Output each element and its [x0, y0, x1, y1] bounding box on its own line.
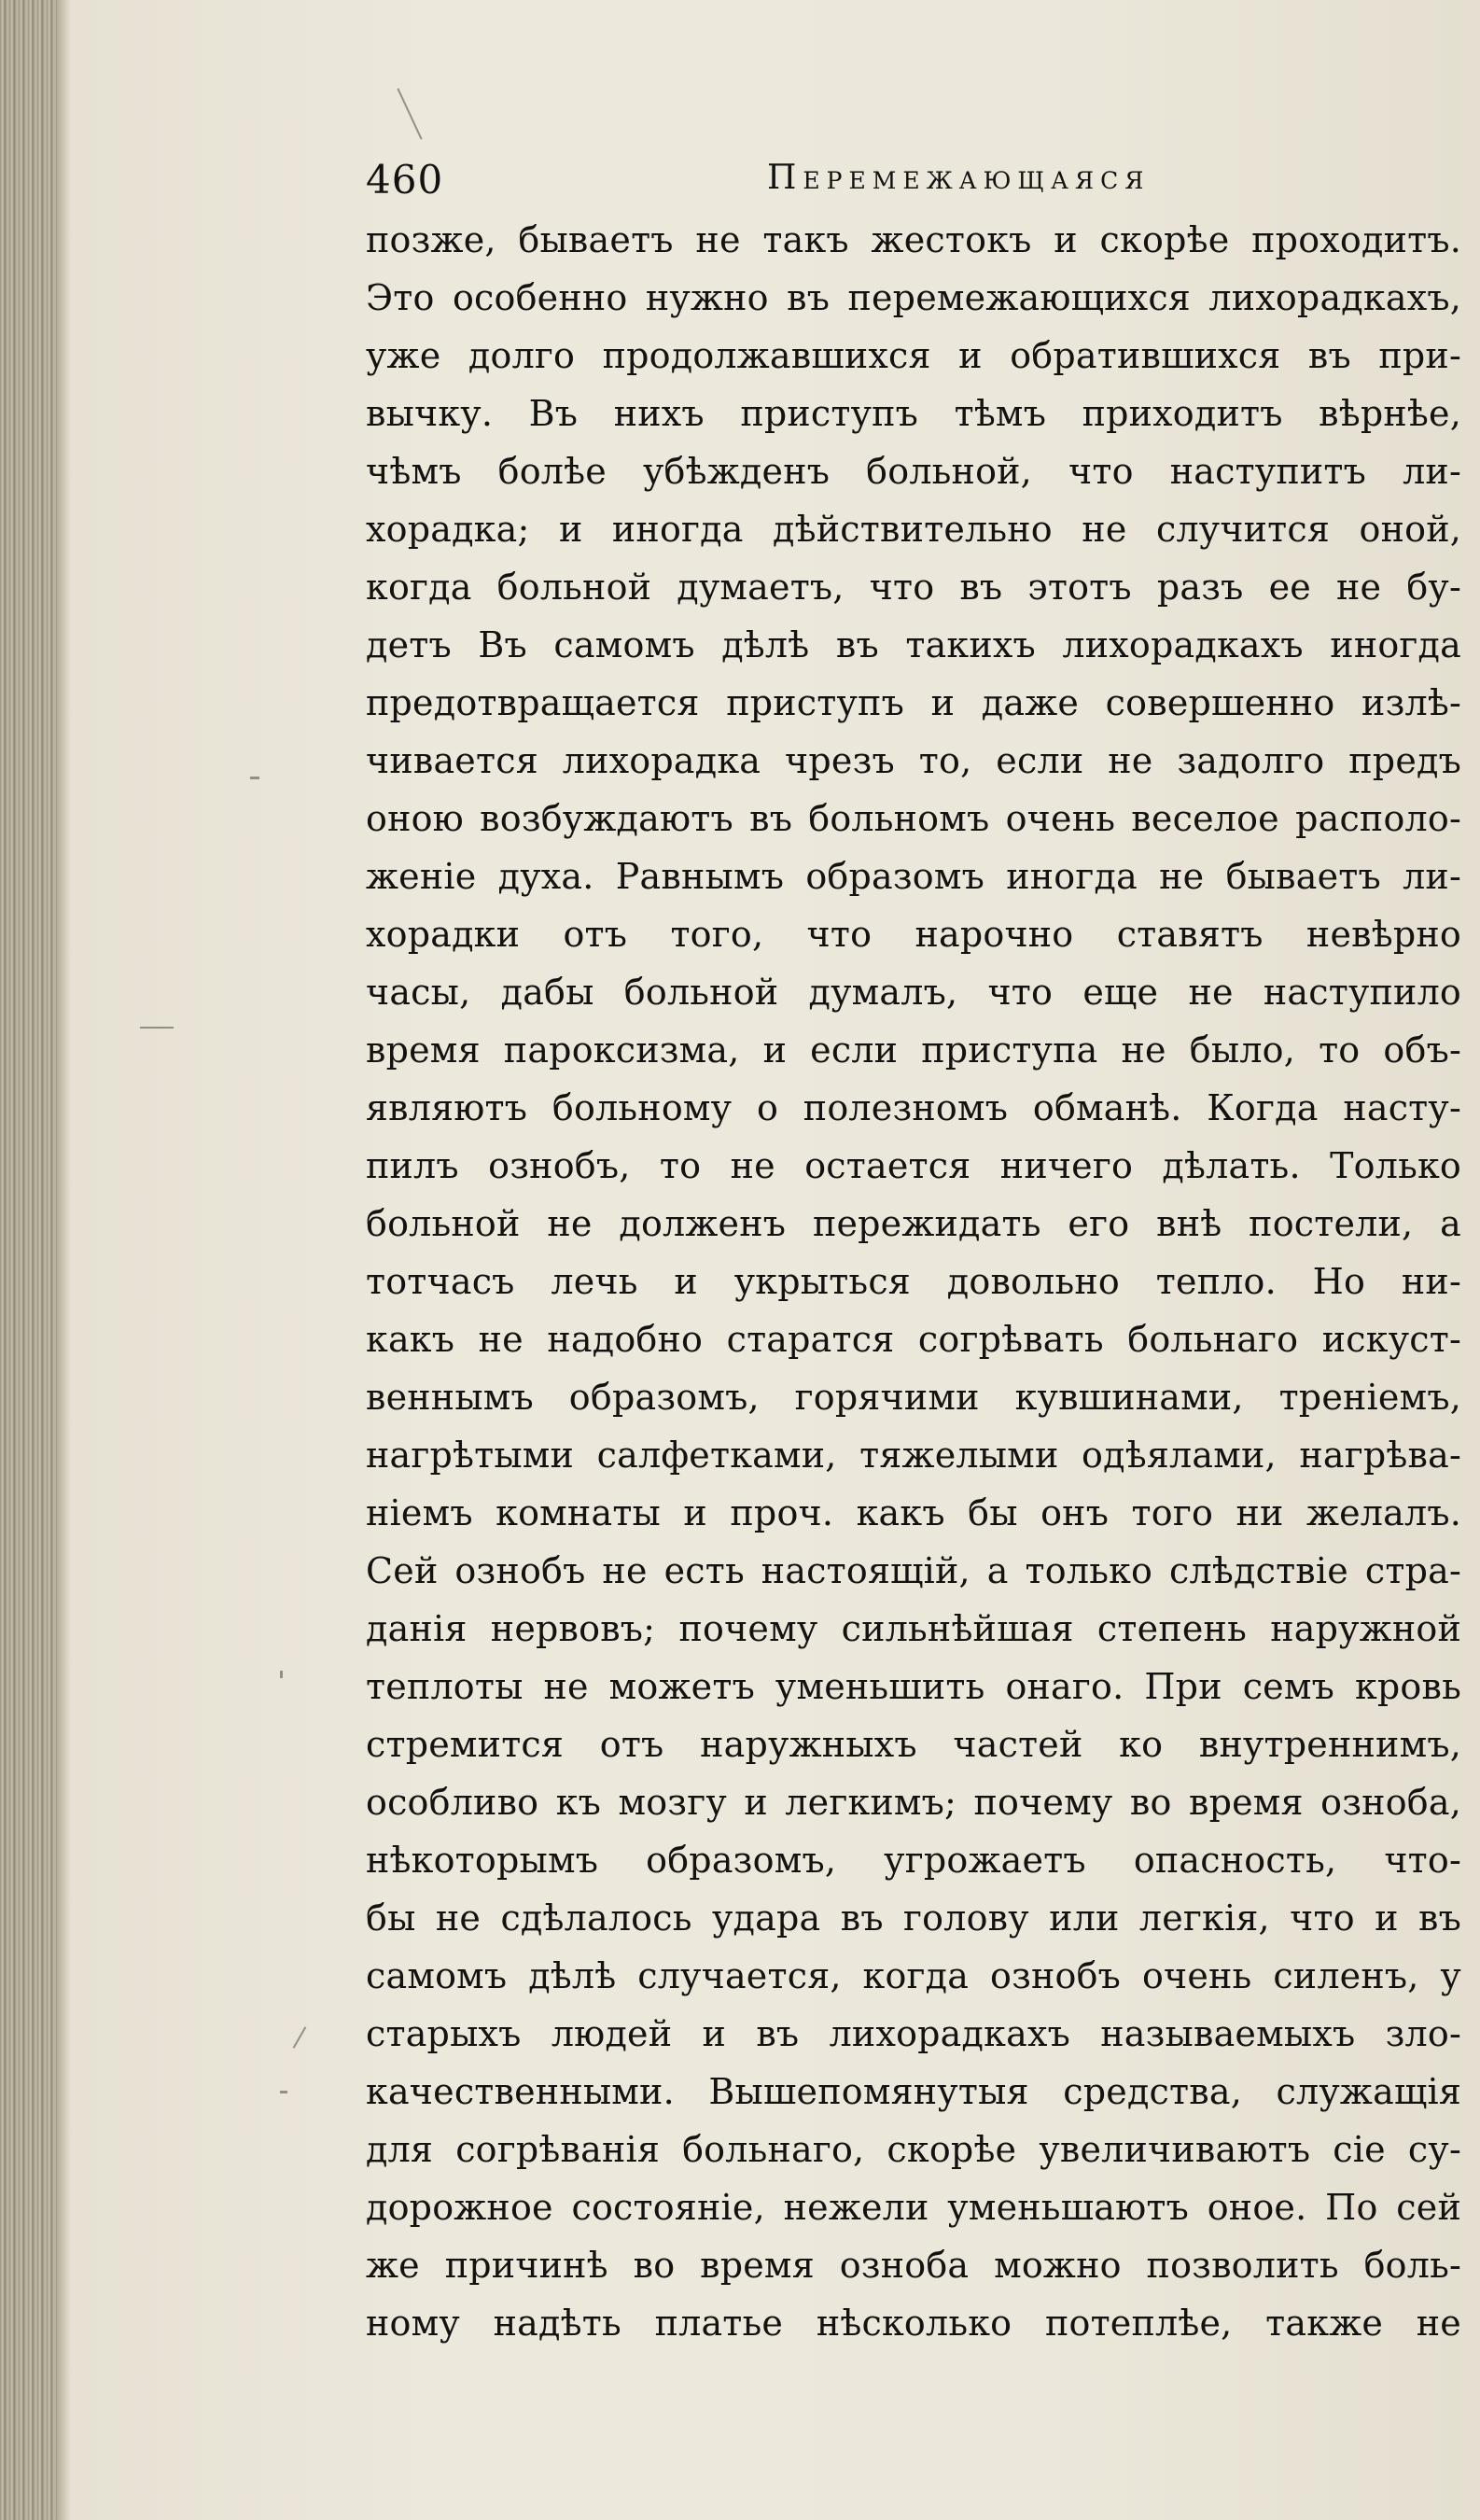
text-line: для согрѣванія больнаго, скорѣе увеличиваютъ сіе су-	[366, 2129, 1461, 2170]
text-line: хорадки отъ того, что нарочно ставятъ невѣрно	[366, 914, 1461, 955]
text-line: ному надѣть платье нѣсколько потеплѣе, также не	[366, 2303, 1461, 2344]
margin-mark	[293, 2026, 307, 2049]
margin-mark	[280, 2091, 287, 2093]
body-text	[366, 211, 1461, 2352]
text-line: же причинѣ во время озноба можно позволить боль-	[366, 2245, 1461, 2286]
text-line: дорожное состояніе, нежели уменьшаютъ оное. По сей	[366, 2187, 1461, 2228]
text-line: чѣмъ болѣе убѣжденъ больной, что наступитъ ли-	[366, 451, 1461, 492]
text-line: предотвращается приступъ и даже совершенно излѣ-	[366, 682, 1461, 723]
text-line: ніемъ комнаты и проч. какъ бы онъ того ни желалъ.	[366, 1492, 1461, 1533]
text-line: теплоты не можетъ уменьшить онаго. При семъ кровь	[366, 1666, 1461, 1707]
text-line: часы, дабы больной думалъ, что еще не наступило	[366, 972, 1461, 1013]
text-line: бы не сдѣлалось удара въ голову или легкія, что и въ	[366, 1897, 1461, 1939]
text-line: больной не долженъ пережидать его внѣ постели, а	[366, 1203, 1461, 1244]
running-head: Перемежающаяся	[767, 159, 1151, 197]
text-line: стремится отъ наружныхъ частей ко внутреннимъ,	[366, 1724, 1461, 1765]
text-line: время пароксизма, и если приступа не было, то объ-	[366, 1029, 1461, 1071]
text-line: являютъ больному о полезномъ обманѣ. Когда насту-	[366, 1087, 1461, 1128]
text-line: вычку. Въ нихъ приступъ тѣмъ приходитъ вѣрнѣе,	[366, 393, 1461, 434]
text-line: веннымъ образомъ, горячими кувшинами, треніемъ,	[366, 1377, 1461, 1418]
page-number: 460	[366, 157, 444, 203]
margin-mark	[140, 1027, 174, 1029]
text-line: нѣкоторымъ образомъ, угрожаетъ опасность, что-	[366, 1840, 1461, 1881]
text-line: старыхъ людей и въ лихорадкахъ называемыхъ зло-	[366, 2013, 1461, 2054]
text-line: качественными. Вышепомянутыя средства, служащія	[366, 2071, 1461, 2112]
text-line: когда больной думаетъ, что въ этотъ разъ ее не бу-	[366, 567, 1461, 608]
text-line: позже, бываетъ не такъ жестокъ и скорѣе проходитъ.	[366, 219, 1461, 260]
spine-shadow	[58, 0, 71, 2520]
text-line: особливо къ мозгу и легкимъ; почему во время озноба,	[366, 1782, 1461, 1823]
text-line: уже долго продолжавшихся и обратившихся въ при-	[366, 335, 1461, 376]
text-line: оною возбуждаютъ въ больномъ очень веселое располо-	[366, 798, 1461, 839]
margin-mark	[397, 88, 422, 139]
text-line: пилъ ознобъ, то не остается ничего дѣлать. Только	[366, 1145, 1461, 1186]
text-line: какъ не надобно старатся согрѣвать больнаго искуст-	[366, 1319, 1461, 1360]
text-line: Это особенно нужно въ перемежающихся лихорадкахъ,	[366, 277, 1461, 318]
page-header	[366, 157, 1467, 213]
text-line: тотчасъ лечь и укрыться довольно тепло. Но ни-	[366, 1261, 1461, 1302]
text-line: детъ Въ самомъ дѣлѣ въ такихъ лихорадкахъ иногда	[366, 624, 1461, 665]
text-line: самомъ дѣлѣ случается, когда ознобъ очень силенъ, у	[366, 1955, 1461, 1996]
margin-mark	[280, 1671, 283, 1678]
text-line: данія нервовъ; почему сильнѣйшая степень наружной	[366, 1608, 1461, 1649]
text-line: хорадка; и иногда дѣйствительно не случится оной,	[366, 509, 1461, 550]
text-line: женіе духа. Равнымъ образомъ иногда не бываетъ ли-	[366, 856, 1461, 897]
text-line: чивается лихорадка чрезъ то, если не задолго предъ	[366, 740, 1461, 781]
margin-mark	[250, 777, 259, 779]
book-spine	[0, 0, 58, 2520]
text-line: Сей ознобъ не есть настоящій, а только слѣдствіе стра-	[366, 1550, 1461, 1591]
text-line: нагрѣтыми салфетками, тяжелыми одѣялами, нагрѣва-	[366, 1435, 1461, 1476]
